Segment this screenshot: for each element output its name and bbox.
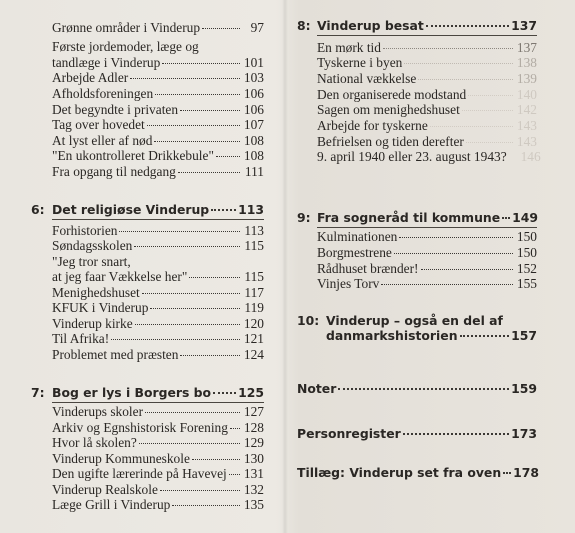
toc-entry: Arkiv og Egnshistorisk Forening 128: [52, 420, 264, 435]
toc-entry-line: Første jordemoder, læge og: [52, 39, 199, 54]
chapter-heading: Vinderup besat 137: [317, 18, 537, 33]
toc-entry: Arbejde for tyskerne 143: [317, 118, 537, 133]
chapter-underline: [317, 227, 537, 228]
chapter-underline: [52, 219, 264, 220]
toc-entry: Afholdsforeningen 106: [52, 86, 264, 101]
toc-entry: At lyst eller af nød 108: [52, 133, 264, 148]
toc-entry: Tag over hovedet 107: [52, 117, 264, 132]
chapter-heading: Fra sogneråd til kommune 149: [317, 210, 538, 225]
toc-tillaeg: Tillæg: Vinderup set fra oven 178: [297, 465, 540, 480]
toc-entry: Den ugifte lærerinde på Havevej 131: [52, 466, 264, 481]
chapter-number: 7:: [31, 385, 45, 400]
toc-entry: En mørk tid 137: [317, 40, 537, 55]
toc-entry: 9. april 1940 eller 23. august 1943? 146: [317, 149, 541, 164]
chapter-underline: [52, 402, 264, 403]
toc-entry: Forhistorien 113: [52, 223, 264, 238]
chapter-heading: danmarkshistorien 157: [326, 328, 537, 343]
toc-entry: Problemet med præsten 124: [52, 347, 264, 362]
toc-entry: Til Afrika! 121: [52, 331, 264, 346]
toc-entry: Vinderup Realskole 132: [52, 482, 264, 497]
toc-entry: Vinjes Torv 155: [317, 276, 537, 291]
toc-entry: Arbejde Adler 103: [52, 70, 264, 85]
toc-entry: Borgmestrene 150: [317, 245, 537, 260]
chapter-number: 9:: [297, 210, 311, 225]
toc-entry-line: "Jeg tror snart,: [52, 254, 131, 269]
toc-entry: at jeg faar Vækkelse her" 115: [52, 269, 264, 284]
toc-entry: Grønne områder i Vinderup 97: [52, 20, 264, 35]
chapter-heading: Bog er lys i Borgers bo 125: [52, 385, 264, 400]
toc-entry: Befrielsen og tiden derefter 143: [317, 134, 537, 149]
toc-personregister: Personregister 173: [297, 426, 537, 441]
chapter-heading: Det religiøse Vinderup 113: [52, 202, 264, 217]
toc-entry: Vinderup Kommuneskole 130: [52, 451, 264, 466]
toc-entry: KFUK i Vinderup 119: [52, 300, 264, 315]
toc-entry: Hvor lå skolen? 129: [52, 435, 264, 450]
toc-entry: Kulminationen 150: [317, 229, 537, 244]
toc-entry: tandlæge i Vinderup 101: [52, 55, 264, 70]
toc-entry: Fra opgang til nedgang 111: [52, 164, 264, 179]
chapter-number: 8:: [297, 18, 311, 33]
toc-entry: Rådhuset brænder! 152: [317, 261, 537, 276]
toc-entry: Tyskerne i byen 138: [317, 55, 537, 70]
chapter-heading-line: Vinderup – også en del af: [326, 313, 503, 328]
toc-entry: Menighedshuset 117: [52, 285, 264, 300]
toc-noter: Noter 159: [297, 381, 537, 396]
chapter-number: 6:: [31, 202, 45, 217]
toc-entry: "En ukontrolleret Drikkebule" 108: [52, 148, 264, 163]
toc-entry: Vinderups skoler 127: [52, 404, 264, 419]
chapter-number: 10:: [297, 313, 320, 328]
toc-entry: Det begyndte i privaten 106: [52, 102, 264, 117]
toc-entry: Vinderup kirke 120: [52, 316, 264, 331]
toc-entry: Sagen om menighedshuset 142: [317, 102, 537, 117]
toc-entry: Den organiserede modstand 140: [317, 87, 537, 102]
page-gutter: [282, 0, 288, 533]
toc-entry: Læge Grill i Vinderup 135: [52, 497, 264, 512]
toc-entry: National vækkelse 139: [317, 71, 537, 86]
toc-entry: Søndagsskolen 115: [52, 238, 264, 253]
chapter-underline: [317, 35, 537, 36]
